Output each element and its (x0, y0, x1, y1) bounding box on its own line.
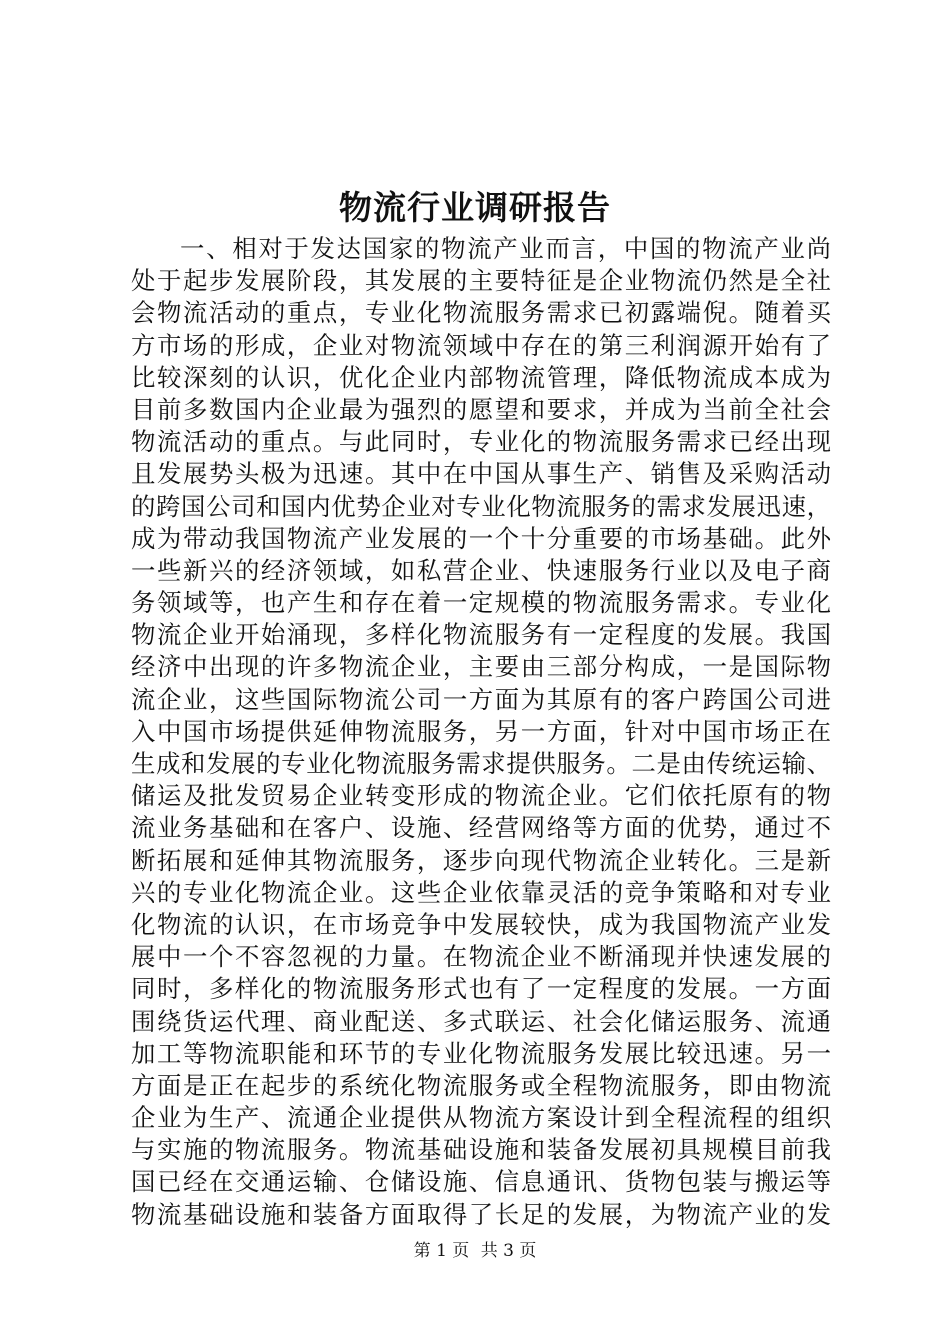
body-line: 务领域等，也产生和存在着一定规模的物流服务需求。专业化 (131, 588, 831, 618)
body-line: 方面是正在起步的系统化物流服务或全程物流服务，即由物流 (131, 1070, 831, 1100)
body-line: 经济中出现的许多物流企业，主要由三部分构成，一是国际物 (131, 652, 831, 682)
body-line: 断拓展和延伸其物流服务，逐步向现代物流企业转化。三是新 (131, 845, 831, 875)
body-line: 处于起步发展阶段，其发展的主要特征是企业物流仍然是全社 (131, 266, 831, 296)
body-line: 目前多数国内企业最为强烈的愿望和要求，并成为当前全社会 (131, 394, 831, 424)
body-line: 围绕货运代理、商业配送、多式联运、社会化储运服务、流通 (131, 1006, 831, 1036)
page-total: 共 3 页 (480, 1241, 537, 1261)
body-line: 兴的专业化物流企业。这些企业依靠灵活的竞争策略和对专业 (131, 877, 831, 907)
body-line: 国已经在交通运输、仓储设施、信息通讯、货物包装与搬运等 (131, 1167, 831, 1197)
body-line: 加工等物流职能和环节的专业化物流服务发展比较迅速。另一 (131, 1038, 831, 1068)
body-line: 物流企业开始涌现，多样化物流服务有一定程度的发展。我国 (131, 620, 831, 650)
body-line: 会物流活动的重点，专业化物流服务需求已初露端倪。随着买 (131, 298, 831, 328)
body-line: 储运及批发贸易企业转变形成的物流企业。它们依托原有的物 (131, 781, 831, 811)
body-line: 一、相对于发达国家的物流产业而言，中国的物流产业尚 (180, 234, 831, 263)
body-line: 生成和发展的专业化物流服务需求提供服务。二是由传统运输、 (131, 749, 831, 778)
body-line: 的跨国公司和国内优势企业对专业化物流服务的需求发展迅速， (131, 491, 831, 521)
body-line: 流业务基础和在客户、设施、经营网络等方面的优势，通过不 (131, 813, 831, 843)
body-line: 方市场的形成，企业对物流领域中存在的第三利润源开始有了 (131, 330, 831, 360)
body-line: 比较深刻的认识，优化企业内部物流管理，降低物流成本成为 (131, 362, 831, 392)
body-line: 企业为生产、流通企业提供从物流方案设计到全程流程的组织 (131, 1103, 831, 1133)
page-footer (0, 1239, 950, 1263)
document-title: 物流行业调研报告 (339, 188, 611, 227)
page-number: 第 1 页 (413, 1241, 470, 1261)
body-line: 物流活动的重点。与此同时，专业化的物流服务需求已经出现 (131, 427, 831, 457)
body-line: 物流基础设施和装备方面取得了长足的发展，为物流产业的发 (131, 1199, 831, 1229)
body-line: 与实施的物流服务。物流基础设施和装备发展初具规模目前我 (131, 1135, 831, 1165)
body-line: 流企业，这些国际物流公司一方面为其原有的客户跨国公司进 (131, 684, 831, 714)
body-line: 展中一个不容忽视的力量。在物流企业不断涌现并快速发展的 (131, 942, 831, 972)
body-line: 且发展势头极为迅速。其中在中国从事生产、销售及采购活动 (131, 459, 831, 489)
body-line: 成为带动我国物流产业发展的一个十分重要的市场基础。此外 (131, 523, 831, 553)
body-line: 化物流的认识，在市场竞争中发展较快，成为我国物流产业发 (131, 909, 831, 939)
body-line: 同时，多样化的物流服务形式也有了一定程度的发展。一方面 (131, 974, 831, 1004)
body-line: 一些新兴的经济领域，如私营企业、快速服务行业以及电子商 (131, 555, 831, 585)
document-body (131, 233, 831, 1231)
body-line: 入中国市场提供延伸物流服务，另一方面，针对中国市场正在 (131, 716, 831, 746)
